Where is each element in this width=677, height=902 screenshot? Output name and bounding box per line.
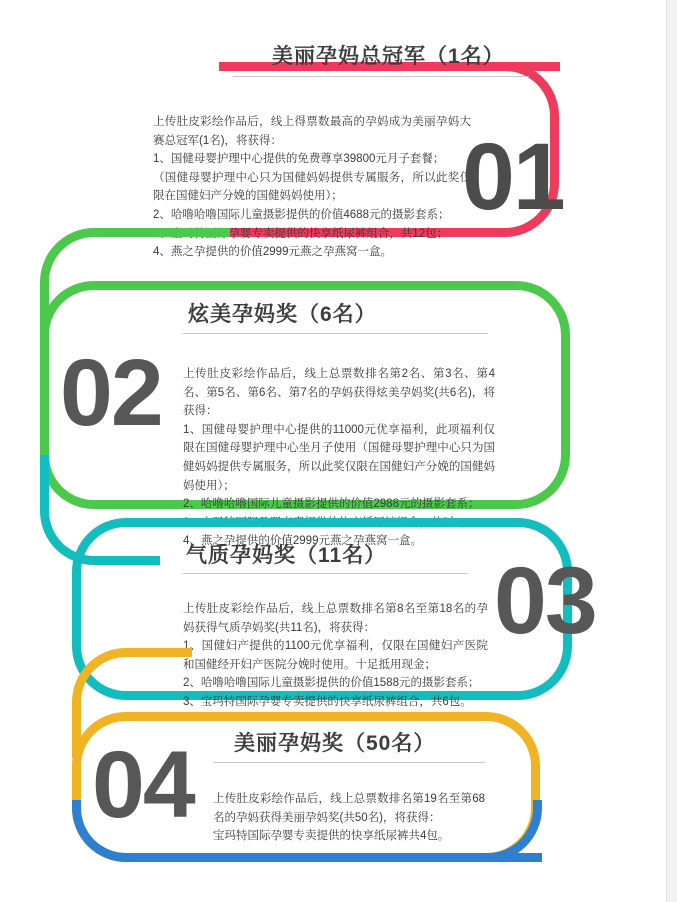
award-title-rule-02 xyxy=(183,333,488,334)
award-text-02: 上传肚皮彩绘作品后，线上总票数排名第2名、第3名、第4名、第5名、第6名、第7名的孕妈获得炫美孕妈奖(共6名)，将获得： 1、国健母婴护理中心提供的11000元优享福利，此项福利仅限在国健母婴护理中心坐月子使用（国健母婴护理中心只为国健妈妈提供专属服务，所以此奖仅限在国健妇产分娩的国健妈妈使用）； 2、哈噜哈噜国际儿童摄影提供的价值2988元的摄影套系； 3、宝玛特国际孕婴专卖提供的快享纸尿裤组合，共8包； 4、燕之孕提供的价值2999元燕之孕燕窝一盒。 xyxy=(183,368,495,548)
award-title-02: 炫美孕妈奖（6名） xyxy=(188,303,377,326)
award-title-03: 气质孕妈奖（11名） xyxy=(186,544,387,567)
award-title-rule-01 xyxy=(233,76,529,77)
award-text-04: 上传肚皮彩绘作品后，线上总票数排名第19名至第68名的孕妈获得美丽孕妈奖(共50名)，将获得： 宝玛特国际孕婴专卖提供的快享纸尿裤共4包。 xyxy=(213,793,485,843)
award-text-01: 上传肚皮彩绘作品后，线上得票数最高的孕妈成为美丽孕妈大赛总冠军(1名)，将获得： 1、国健母婴护理中心提供的免费尊享39800元月子套餐； （国健母婴护理中心只为国健妈妈提供专属服务，所以此奖仅限在国健妇产分娩的国健妈妈使用）； 2、哈噜哈噜国际儿童摄影提供的价值4688元的摄影套系； 3、宝玛特国际孕婴专卖提供的快享纸尿裤组合，共12包； 4、燕之孕提供的价值2999元燕之孕燕窝一盒。 xyxy=(153,116,471,259)
award-title-04: 美丽孕妈奖（50名） xyxy=(234,732,436,755)
award-title-01: 美丽孕妈总冠军（1名） xyxy=(272,45,505,68)
award-number-04: 04 xyxy=(92,732,194,838)
award-number-02: 02 xyxy=(60,340,162,446)
award-number-03: 03 xyxy=(494,548,596,654)
award-number-01: 01 xyxy=(462,124,564,230)
award-title-rule-04 xyxy=(213,762,485,763)
award-title-rule-03 xyxy=(183,573,468,574)
award-text-03: 上传肚皮彩绘作品后，线上总票数排名第8名至第18名的孕妈获得气质孕妈奖(共11名)，将获得： 1、国健妇产提供的1100元优享福利，仅限在国健妇产医院和国健经开妇产医院分娩时使用。十足抵用现金； 2、哈噜哈噜国际儿童摄影提供的价值1588元的摄影套系； 3、宝玛特国际孕婴专卖提供的快享纸尿裤组合，共6包。 xyxy=(183,603,488,708)
page-edge-strip xyxy=(666,0,677,902)
